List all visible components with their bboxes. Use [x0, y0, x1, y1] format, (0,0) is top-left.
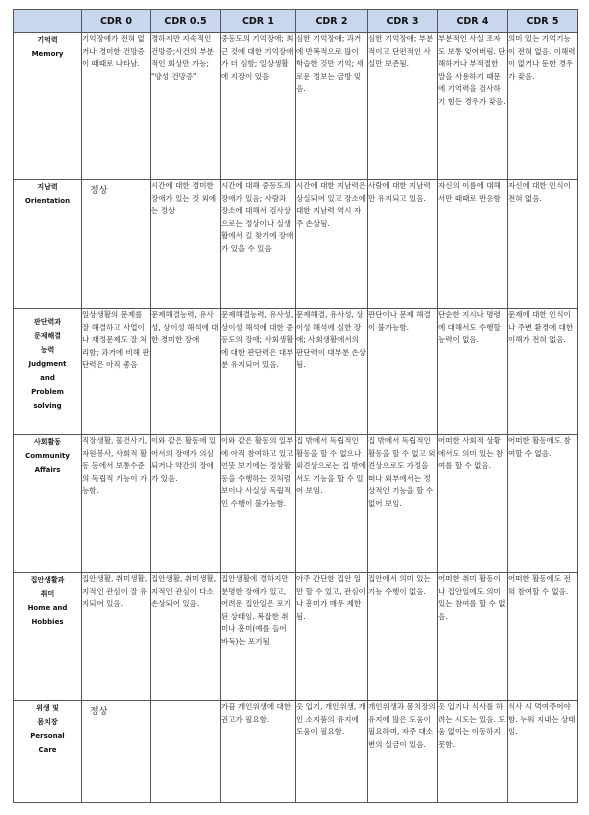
table-cell: 의미 있는 기억기능이 전혀 없음. 이해력이 없거나 둔한 경우가 잦음. — [508, 33, 578, 180]
table-cell: 문제해결, 유사성, 상이성 해석에 심한 장애; 사회생활에서의 판단력이 대부분 손상됨. — [296, 309, 368, 435]
row-label-line: 판단력과 — [33, 318, 62, 326]
row-label-line: 능력 — [40, 346, 55, 354]
row-label-judgment — [14, 309, 82, 435]
table-cell: 옷 입기, 개인위생, 개인 소지품의 유지에 도움이 필요함. — [296, 701, 368, 803]
table-cell: 시간에 대한 지남력은 상실되어 있고 장소에 대한 지남력 역시 자주 손상됨. — [296, 180, 368, 309]
table-cell: 문제해결능력, 유사성, 상이성 해석에 대한 중등도의 장애; 사회생활에 대한 판단력은 대부분 유지되어 있음. — [221, 309, 296, 435]
table-cell: 가끔 개인위생에 대한 권고가 필요함. — [221, 701, 296, 803]
header-row — [14, 10, 578, 33]
table-row — [14, 309, 578, 435]
table-cell: 판단이나 문제 해결이 불가능함. — [368, 309, 438, 435]
table-row — [14, 33, 578, 180]
row-label-line: Affairs — [34, 466, 61, 474]
header-corner — [14, 10, 82, 33]
table-cell: 중등도의 기억장애; 최근 것에 대한 기억장애가 더 심함; 일상생활에 지장이 있음 — [221, 33, 296, 180]
table-row — [14, 435, 578, 573]
row-label-line: Orientation — [24, 197, 71, 205]
table-cell: 어떠한 사회적 상황에서도 의미 있는 참여를 할 수 없음. — [438, 435, 508, 573]
header-cdr-3: CDR 3 — [368, 10, 438, 33]
table-cell: 이와 같은 활동의 일부에 아직 참여하고 있고 언뜻 보기에는 정상활동을 수행하는 것처럼 보이나 사실상 독립적인 수행이 불가능함. — [221, 435, 296, 573]
cdr-table — [13, 9, 578, 803]
table-cell: 어떠한 취미 활동이나 집안일에도 의미 있는 참여를 할 수 없음. — [438, 573, 508, 701]
table-cell: 문제에 대한 인식이나 주변 환경에 대한 이해가 전혀 없음. — [508, 309, 578, 435]
table-cell: 시간에 대해 중등도의 장애가 있음; 사람과 장소에 대해서 검사상으로는 정상이나 실생활에서 길 찾기에 장애가 있을 수 있음 — [221, 180, 296, 309]
row-label-line: Community — [25, 452, 70, 460]
row-label-line: Hobbies — [31, 618, 64, 626]
row-label-line: solving — [33, 402, 62, 410]
table-cell: 심한 기억장애; 부분적이고 단편적인 사실만 보존됨. — [368, 33, 438, 180]
table-cell: 자신의 이름에 대해서만 때때로 반응함 — [438, 180, 508, 309]
row-label-line: 취미 — [40, 590, 55, 598]
header-cdr-1: CDR 1 — [221, 10, 296, 33]
row-label-memory — [14, 33, 82, 180]
table-cell: 집 밖에서 독립적인 활동을 할 수 없고 외견상으로도 가정을 떠나 외부에서는 정상적인 기능을 할 수 없어 보임. — [368, 435, 438, 573]
table-cell: 집안생활, 취미생활, 지적인 관심이 다소 손상되어 있음. — [151, 573, 221, 701]
header-cdr-5: CDR 5 — [508, 10, 578, 33]
table-cell: 심한 기억장애; 과거에 반복적으로 많이 학습한 것만 기억; 새로운 정보는 금방 잊음. — [296, 33, 368, 180]
table-cell: 문제해결능력, 유사성, 상이성 해석에 대한 경미한 장애 — [151, 309, 221, 435]
table-cell: 경하지만 지속적인 건망증;사건의 부분적인 회상만 가능; "양성 건망증" — [151, 33, 221, 180]
table-cell: 시간에 대한 경미한 장애가 있는 것 외에는 정상 — [151, 180, 221, 309]
table-cell: 부분적인 사실 조자도 보통 잊어버림. 단해하거나 부적절한 말을 사용하기 때문에 기억력을 검사하기 힘든 경우가 잦음. — [438, 33, 508, 180]
table-cell: 집안생활, 취미생활, 지적인 관심이 잘 유지되어 있음. — [82, 573, 151, 701]
table-cell: 정상 — [82, 701, 151, 803]
table-cell: 식사 시 먹여주어야 함. 누워 지내는 상태임. — [508, 701, 578, 803]
table-cell: 단순한 지시나 명령에 대해서도 수행할 능력이 없음. — [438, 309, 508, 435]
row-label-line: Care — [38, 746, 57, 754]
table-cell: 어떠한 활동에도 참여할 수 없음. — [508, 435, 578, 573]
table-row — [14, 573, 578, 701]
row-label-line: Memory — [31, 50, 64, 58]
row-label-line: Personal — [30, 732, 65, 740]
table-cell: 이와 같은 활동에 있어서의 장애가 의심되거나 약간의 장애가 있음. — [151, 435, 221, 573]
table-cell — [151, 701, 221, 803]
table-cell: 어떠한 활동에도 전혀 참여할 수 없음. — [508, 573, 578, 701]
row-label-line: 사회활동 — [33, 438, 62, 446]
row-label-line: 문제해결 — [33, 332, 62, 340]
table-cell: 집안에서 의미 있는 기능 수행이 없음. — [368, 573, 438, 701]
row-label-orientation — [14, 180, 82, 309]
table-cell: 개인위생과 몸치장의 유지에 많은 도움이 필요하며, 자주 대소변의 실금이 있음. — [368, 701, 438, 803]
table-cell: 정상 — [82, 180, 151, 309]
cdr-table-page — [13, 9, 577, 805]
table-cell: 집안생활에 경하지만 분명한 장애가 있고, 어려운 집안일은 포기된 상태임. 복잡한 취미나 흥미(예를 들어 바둑)는 포기됨 — [221, 573, 296, 701]
row-label-line: 기억력 — [37, 36, 58, 44]
row-label-line: 집안생활과 — [30, 576, 65, 584]
header-cdr-0-5: CDR 0.5 — [151, 10, 221, 33]
row-label-line: and — [40, 374, 55, 382]
table-cell: 집 밖에서 독립적인 활동을 할 수 없으나 외견상으로는 집 밖에서도 기능을 할 수 있어 보임. — [296, 435, 368, 573]
table-row — [14, 701, 578, 803]
row-label-line: 지남력 — [37, 183, 58, 191]
table-cell: 아주 간단한 집안 일만 할 수 있고, 관심이나 흥미가 매우 제한됨. — [296, 573, 368, 701]
header-cdr-4: CDR 4 — [438, 10, 508, 33]
table-cell: 사람에 대한 지남력만 유지되고 있음. — [368, 180, 438, 309]
row-label-line: Home and — [27, 604, 68, 612]
table-cell: 일상생활의 문제를 잘 해결하고 사업이나 재정문제도 잘 처리함; 과거에 비해 판단력은 아직 좋음 — [82, 309, 151, 435]
table-cell: 자신에 대한 인식이 전혀 없음. — [508, 180, 578, 309]
table-cell: 직장생활, 물건사기, 자원봉사, 사회적 활동 등에서 보통수준의 독립적 기능이 가능함. — [82, 435, 151, 573]
table-cell: 기억장애가 전혀 없거나 경미한 건망증이 때때로 나타남. — [82, 33, 151, 180]
table-cell: 옷 입기나 식사를 하려는 시도는 있음. 도움 없이는 이동하지 못함. — [438, 701, 508, 803]
row-label-community-affairs — [14, 435, 82, 573]
header-cdr-2: CDR 2 — [296, 10, 368, 33]
row-label-personal-care — [14, 701, 82, 803]
header-cdr-0: CDR 0 — [82, 10, 151, 33]
row-label-line: Judgment — [28, 360, 67, 368]
row-label-line: 위생 및 — [36, 704, 59, 712]
row-label-home-and-hobbies — [14, 573, 82, 701]
row-label-line: 몸치장 — [37, 718, 58, 726]
row-label-line: Problem — [31, 388, 64, 396]
table-row — [14, 180, 578, 309]
